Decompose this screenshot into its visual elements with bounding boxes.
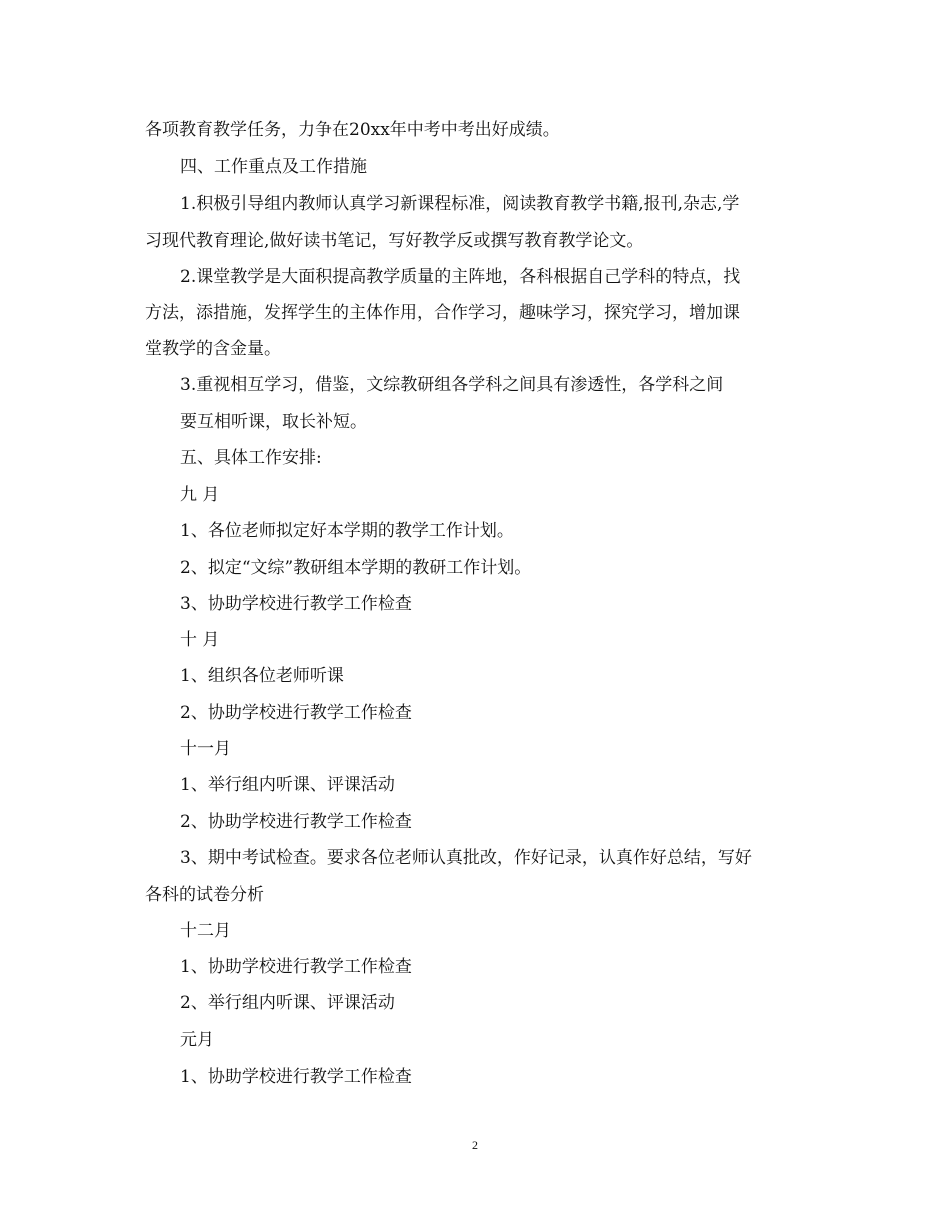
list-item: 1、组织各位老师听课 xyxy=(180,666,344,686)
list-item: 1、举行组内听课、评课活动 xyxy=(180,775,395,795)
text-line: 要互相听课，取长补短。 xyxy=(180,412,367,432)
text-line: 习现代教育理论,做好读书笔记，写好教学反或撰写教育教学论文。 xyxy=(145,231,644,251)
list-item: 1、协助学校进行教学工作检查 xyxy=(180,1067,412,1087)
month-heading: 十一月 xyxy=(180,739,231,759)
month-heading: 十 月 xyxy=(180,630,220,650)
text-line: 3.重视相互学习，借鉴，文综教研组各学科之间具有渗透性，各学科之间 xyxy=(180,375,724,395)
month-heading: 元月 xyxy=(180,1030,214,1050)
list-item: 1、协助学校进行教学工作检查 xyxy=(180,957,412,977)
list-item: 2、拟定“文综”教研组本学期的教研工作计划。 xyxy=(180,558,532,578)
list-item: 1、各位老师拟定好本学期的教学工作计划。 xyxy=(180,521,514,541)
list-item: 2、协助学校进行教学工作检查 xyxy=(180,703,412,723)
text-line: 堂教学的含金量。 xyxy=(145,339,281,359)
text-line: 各科的试卷分析 xyxy=(145,885,264,905)
text-line: 各项教育教学任务，力争在20xx年中考中考出好成绩。 xyxy=(145,120,560,140)
text-line: 1.积极引导组内教师认真学习新课程标准，阅读教育教学书籍,报刊,杂志,学 xyxy=(180,194,740,214)
month-heading: 十二月 xyxy=(180,921,231,941)
list-item: 3、期中考试检查。要求各位老师认真批改，作好记录，认真作好总结，写好 xyxy=(180,848,752,868)
section-heading: 四、工作重点及工作措施 xyxy=(180,157,367,177)
list-item: 2、举行组内听课、评课活动 xyxy=(180,993,395,1013)
list-item: 3、协助学校进行教学工作检查 xyxy=(180,594,412,614)
page-number: 2 xyxy=(472,1138,478,1152)
text-line: 方法，添措施，发挥学生的主体作用，合作学习，趣味学习，探究学习，增加课 xyxy=(145,303,740,323)
text-line: 2.课堂教学是大面积提高教学质量的主阵地，各科根据自己学科的特点，找 xyxy=(180,267,741,287)
list-item: 2、协助学校进行教学工作检查 xyxy=(180,812,412,832)
month-heading: 九 月 xyxy=(180,485,220,505)
section-heading: 五、具体工作安排: xyxy=(180,448,322,468)
